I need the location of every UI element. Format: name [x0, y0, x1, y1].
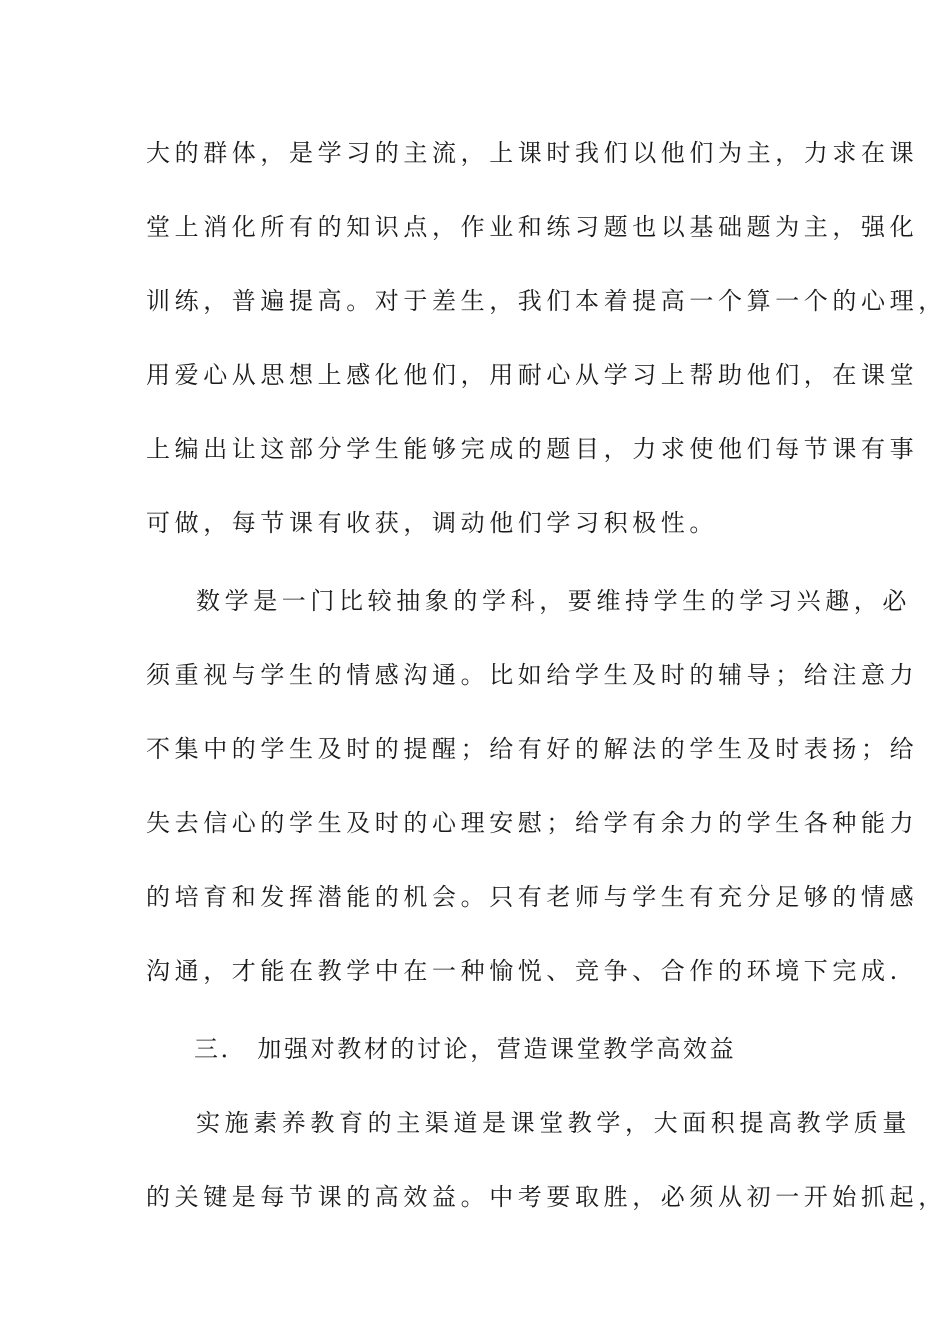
paragraph-line: 堂上消化所有的知识点，作业和练习题也以基础题为主，强化 — [146, 213, 919, 241]
paragraph-line: 用爱心从思想上感化他们，用耐心从学习上帮助他们，在课堂 — [146, 361, 919, 389]
paragraph-line: 实施素养教育的主渠道是课堂教学，大面积提高教学质量 — [196, 1109, 911, 1137]
paragraph-line: 的培育和发挥潜能的机会。只有老师与学生有充分足够的情感 — [146, 883, 919, 911]
section-heading: 三． 加强对教材的讨论，营造课堂教学高效益 — [194, 1035, 737, 1063]
paragraph-line: 失去信心的学生及时的心理安慰；给学有余力的学生各种能力 — [146, 809, 919, 837]
paragraph-line: 不集中的学生及时的提醒；给有好的解法的学生及时表扬；给 — [146, 735, 919, 763]
paragraph-line: 大的群体，是学习的主流，上课时我们以他们为主，力求在课 — [146, 139, 919, 167]
paragraph-line: 上编出让这部分学生能够完成的题目，力求使他们每节课有事 — [146, 435, 919, 463]
paragraph-line: 须重视与学生的情感沟通。比如给学生及时的辅导；给注意力 — [146, 661, 919, 689]
paragraph-line: 训练，普遍提高。对于差生，我们本着提高一个算一个的心理， — [146, 287, 947, 315]
paragraph-line: 可做，每节课有收获，调动他们学习积极性。 — [146, 509, 718, 537]
paragraph-line: 沟通，才能在教学中在一种愉悦、竞争、合作的环境下完成. — [146, 957, 902, 985]
paragraph-line: 的关键是每节课的高效益。中考要取胜，必须从初一开始抓起， — [146, 1183, 947, 1211]
paragraph-line: 数学是一门比较抽象的学科，要维持学生的学习兴趣，必 — [196, 587, 911, 615]
